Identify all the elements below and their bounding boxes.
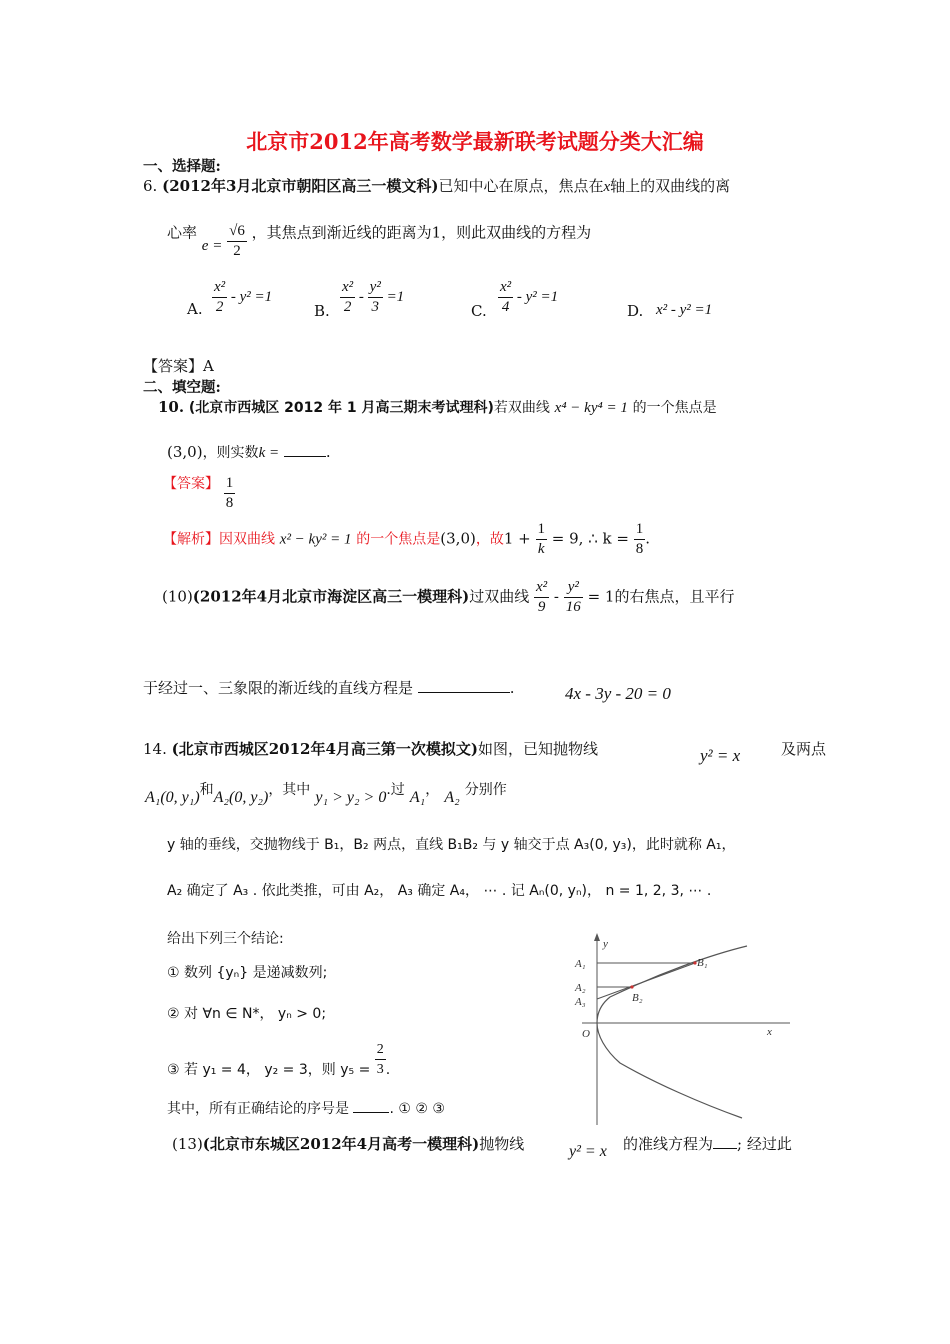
q10a-exp-f2: = 9, ∴ k = — [551, 529, 629, 548]
q10a-exp-eq: x² − ky² = 1 — [279, 531, 352, 548]
q6-stem-end: 轴上的双曲线的离 — [610, 177, 731, 195]
q14-parabola-eq: y² = x — [700, 746, 741, 765]
q14-a1-point: A₁(0, y₁) — [145, 789, 200, 806]
q6-a-rest: - y² =1 — [230, 288, 273, 305]
q14-c3-text: ③ 若 y₁ = 4， y₂ = 3，则 y₅ = — [167, 1061, 371, 1078]
q6-b-minus: - — [358, 288, 364, 305]
q14-c3-end: . — [385, 1061, 391, 1078]
q6-c-rest: - y² =1 — [516, 288, 559, 305]
q6-eccentricity-label: 心率 — [167, 223, 198, 242]
q10a-exp-fd: k — [537, 541, 545, 557]
q14-source: (北京市西城区2012年4月高三第一次模拟文) — [171, 740, 479, 758]
option-b-label: B. — [314, 302, 330, 320]
q14-inequality: y₁ > y₂ > 0 — [315, 789, 387, 806]
b1-b2-line — [597, 963, 695, 999]
figure-a1-label: A₁ — [575, 958, 586, 970]
q13-source: (北京市东城区2012年4月高考一模理科) — [202, 1135, 480, 1153]
q6-stem-line2: ，其焦点到渐近线的距离为1，则此双曲线的方程为 — [251, 223, 592, 242]
figure-b2-label: B₂ — [632, 992, 643, 1004]
section-heading-fill: 二、填空题: — [143, 379, 221, 396]
q14-c3-den: 3 — [376, 1062, 384, 1077]
q13-equation: y² = x — [569, 1143, 607, 1160]
q13-line1-end — [623, 1133, 792, 1154]
section-heading-choice: 一、选择题: — [143, 158, 221, 175]
q10b-source: (2012年4月北京市海淀区高三一模理科) — [192, 587, 470, 606]
q6-stem: 已知中心在原点，焦点在 — [438, 177, 604, 195]
q14-line4: A₂ 确定了 A₃ . 依此类推，可由 A₂， A₃ 确定 A₄， ⋯ . 记 Aₙ(0, yₙ)， n = 1, 2, 3, ⋯ . — [167, 883, 712, 899]
q10b-stem: 过双曲线 — [469, 587, 530, 606]
q13-answer-blank — [713, 1148, 737, 1149]
b2-point — [630, 985, 633, 988]
q10a-answer-frac — [224, 474, 236, 513]
q14-number: 14. — [143, 740, 167, 758]
q6-option-a — [187, 300, 203, 318]
q10a-answer-label: 【答案】 — [163, 475, 219, 492]
q6-option-b-formula — [340, 278, 404, 317]
q10a-point: (3,0) — [167, 443, 203, 461]
q10b-line1 — [162, 578, 734, 617]
figure-x-label: x — [767, 1026, 772, 1038]
figure-a2-label: A₂ — [575, 982, 586, 994]
q14-final-answer: ① ② ③ — [398, 1101, 445, 1117]
q10a-exp-rn: 1 — [634, 520, 646, 540]
q6-number: 6. — [143, 177, 158, 195]
figure-origin-label: O — [582, 1028, 590, 1040]
q6-option-c — [471, 302, 487, 320]
q6-e-num: √6 — [227, 222, 247, 242]
q10a-explanation — [163, 520, 650, 559]
q6-line1 — [143, 175, 730, 196]
q10a-period: . — [325, 443, 331, 461]
q10a-exp-fn: 1 — [536, 520, 548, 540]
q6-c-frac — [498, 278, 513, 317]
page-title: 北京市2012年高考数学最新联考试题分类大汇编 — [246, 129, 704, 154]
q10a-exp-frac — [536, 520, 548, 559]
q10a-ans-num: 1 — [224, 474, 236, 494]
q6-option-c-formula — [498, 278, 558, 317]
q10b-stem-end: = 1的右焦点，且平行 — [587, 587, 735, 606]
q10b-minus: - — [553, 587, 559, 606]
q14-and: 和 — [199, 782, 214, 798]
q6-var-x: x — [603, 179, 611, 195]
q10a-stem-line2: ，则实数 — [202, 445, 259, 461]
q14-final-period: . — [389, 1101, 394, 1117]
q6-b-num2: y² — [368, 278, 383, 298]
q10a-exp-text1: 因双曲线 — [219, 531, 275, 548]
q14-a1: A₁ — [409, 789, 426, 806]
q14-through: .过 — [386, 782, 405, 798]
figure-b1-label: B₁ — [697, 957, 708, 969]
q6-c-den: 4 — [501, 299, 510, 315]
q14-c3-frac — [375, 1040, 386, 1079]
q10a-stem-end: 的一个焦点是 — [632, 400, 717, 416]
figure-a3-label: A₃ — [575, 996, 586, 1008]
q14-respectively: 分别作 — [464, 782, 507, 798]
q10a-equation: x⁴ − ky⁴ = 1 — [554, 400, 628, 416]
q14-final-text: 其中，所有正确结论的序号是 — [167, 1101, 349, 1117]
figure-y-label: y — [603, 938, 608, 950]
q10b-frac1 — [534, 578, 549, 617]
q6-option-b — [314, 302, 330, 320]
q13-line1 — [172, 1133, 524, 1154]
q10b-answer: 4x - 3y - 20 = 0 — [565, 684, 671, 703]
q10a-line1 — [158, 397, 717, 417]
q6-b-num1: x² — [340, 278, 355, 298]
q14-where: ，其中 — [268, 782, 311, 798]
q6-b-frac2 — [368, 278, 383, 317]
q14-line2 — [145, 782, 507, 807]
q6-e-den: 2 — [233, 243, 241, 259]
q6-answer: 【答案】A — [143, 357, 214, 375]
q14-final — [167, 1098, 445, 1118]
q6-e-symbol: e = — [201, 237, 223, 254]
q10b-f1n: x² — [534, 578, 549, 598]
q10a-answer — [163, 474, 235, 513]
q14-given: 给出下列三个结论: — [167, 931, 284, 947]
q10a-source: (北京市西城区 2012 年 1 月高三期末考试理科) — [188, 400, 494, 416]
option-c-label: C. — [471, 302, 487, 320]
q13-stem3: ; 经过此 — [737, 1135, 792, 1153]
q10a-exp-text3: ，故 — [475, 531, 504, 548]
q6-e-fraction — [227, 222, 247, 261]
q6-b-rest: =1 — [386, 288, 405, 305]
parabola-figure — [560, 925, 790, 1135]
q6-b-den2: 3 — [371, 299, 379, 315]
q6-line2 — [167, 214, 592, 259]
q14-line1 — [143, 738, 598, 759]
q14-a2-point: A₂(0, y₂) — [213, 789, 269, 806]
q10a-exp-rd: 8 — [635, 541, 644, 557]
q10a-k: k = — [258, 445, 280, 461]
q13-number: (13) — [172, 1135, 203, 1153]
q10b-period: . — [509, 679, 515, 697]
option-a-label: A. — [187, 300, 203, 318]
q6-option-d — [627, 302, 643, 320]
q14-conclusion-2: ② 对 ∀n ∈ N*， yₙ > 0; — [167, 1006, 327, 1022]
q10a-ans-den: 8 — [225, 495, 234, 511]
q10b-frac2 — [564, 578, 583, 617]
q10b-line2 — [143, 677, 515, 698]
option-d-label: D. — [627, 302, 644, 320]
q14-a2: A₂ — [444, 789, 460, 806]
q6-option-a-formula — [212, 278, 272, 317]
q10b-number: (10) — [162, 587, 193, 606]
q10b-f2d: 16 — [565, 599, 581, 615]
q13-stem2: 的准线方程为 — [623, 1135, 714, 1153]
y-axis-arrow — [594, 933, 600, 941]
q10a-answer-blank — [284, 456, 326, 457]
q10b-f2n: y² — [564, 578, 583, 598]
q10b-stem-line2: 于经过一、三象限的渐近线的直线方程是 — [143, 679, 414, 697]
q10a-number: 10. — [158, 398, 185, 416]
q10b-f1d: 9 — [537, 599, 546, 615]
q6-a-frac — [212, 278, 227, 317]
q6-c-num: x² — [498, 278, 513, 298]
q14-line3: y 轴的垂线，交抛物线于 B₁，B₂ 两点，直线 B₁B₂ 与 y 轴交于点 A₃(0, y₃)，此时就称 A₁， — [167, 837, 736, 853]
q10a-exp-result-frac — [634, 520, 646, 559]
q13-stem: 抛物线 — [479, 1135, 525, 1153]
q14-conclusion-1: ① 数列 {yₙ} 是递减数列; — [167, 965, 328, 981]
q10a-exp-text2: 的一个焦点是 — [356, 531, 441, 548]
q10a-explanation-label: 【解析】 — [163, 531, 219, 548]
q10a-exp-end: . — [645, 529, 651, 548]
q14-stem-end: 及两点 — [781, 740, 827, 758]
q14-comma: ， — [425, 782, 440, 798]
q6-a-den: 2 — [215, 299, 224, 315]
q14-c3-num: 2 — [375, 1040, 386, 1060]
q10a-exp-point: (3,0) — [440, 529, 476, 548]
q14-conclusion-3 — [167, 1040, 390, 1079]
q6-option-d-formula: x² - y² =1 — [656, 302, 713, 318]
q10a-line2 — [167, 442, 331, 462]
q10a-exp-f1: 1 + — [503, 529, 531, 548]
q6-b-den1: 2 — [343, 299, 352, 315]
q6-source: (2012年3月北京市朝阳区高三一模文科) — [162, 177, 439, 195]
q14-answer-blank — [353, 1112, 389, 1113]
q14-stem: 如图，已知抛物线 — [478, 740, 599, 758]
q10b-answer-blank — [418, 692, 510, 693]
q6-a-num: x² — [212, 278, 227, 298]
q10a-stem: 若双曲线 — [493, 400, 550, 416]
q6-b-frac1 — [340, 278, 355, 317]
